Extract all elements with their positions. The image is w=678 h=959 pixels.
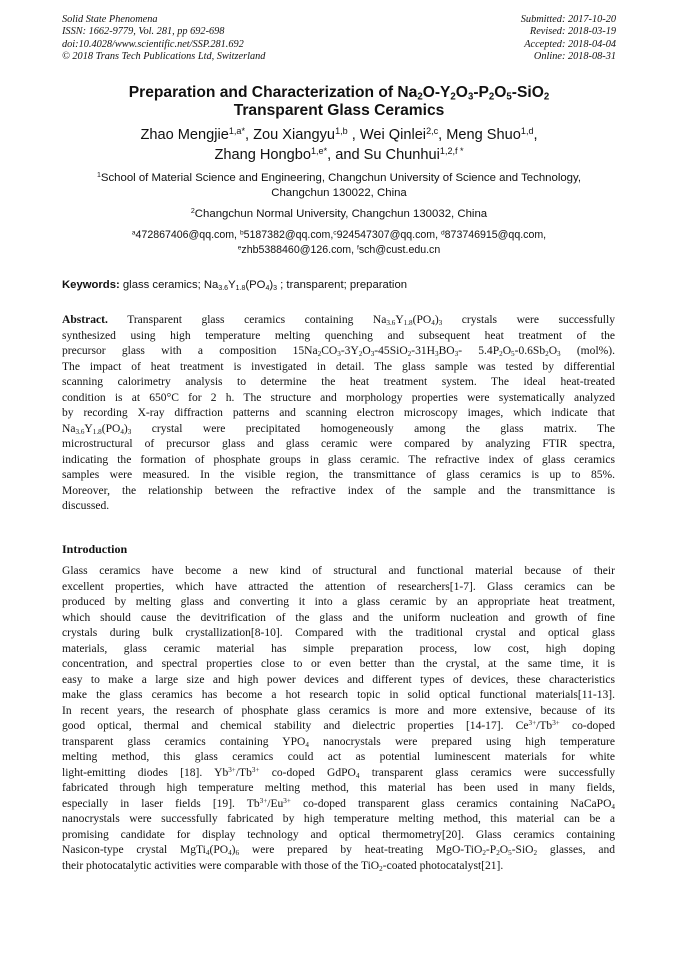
- text-line: produced by melting glass and converting it into a glass ceramic by an appropriate heat treatment,: [62, 596, 615, 608]
- text-line: promising candidate for display technology and optical thermometry[20]. Glass ceramics containing: [62, 828, 615, 841]
- text-line: In recent years, the research of phosphate glass ceramics is more and more extensive, because of its: [62, 704, 615, 717]
- text-line: discussed.: [62, 500, 110, 512]
- text-line: microstructural of precursor glass and glass ceramic were compared by analyzing FTIR spectra,: [62, 438, 615, 450]
- author-name: Su Chunhui: [363, 146, 440, 163]
- text-line: their photocatalytic activities were comparable with those of the TiO$_2$-coated photocatalyst[21].: [62, 859, 504, 873]
- text-line: precursor glass with a composition $15Na_2CO_3-3Y_2O_3-45SiO_2-31H_3BO_3-$ $5.4P_2O_5-0.6Sb_2O_3$ (mol%).: [62, 345, 616, 358]
- keywords-label: Keywords:: [62, 279, 120, 291]
- email-link[interactable]: 472867406@qq.com,: [135, 229, 237, 241]
- section-label: Abstract.: [62, 314, 108, 326]
- text-line: nanocrystals were successfully fabricated by high temperature melting method, this material can be a: [62, 813, 615, 825]
- email-link[interactable]: 924547307@qq.com,: [336, 229, 439, 241]
- revised-date: Revised: 2018-03-19: [529, 26, 616, 38]
- introduction-body: [62, 564, 615, 874]
- journal-info: [62, 14, 265, 64]
- text-line: concentration, and spectral properties close to or even better than the crystal, at the same time, it is: [62, 658, 615, 670]
- text-line: Glass ceramics have become a new kind of structural and functional material because of their: [62, 565, 615, 577]
- title-line-1: Preparation and Characterization of $Na_2O-Y_2O_3-P_2O_5-SiO_2$: [128, 84, 550, 103]
- text-line: melting method, this glass ceramics could act as potential luminescent materials for white: [62, 751, 615, 763]
- text-line: Moreover, the relationship between the refractive index of the sample and the transmittance is: [62, 484, 615, 497]
- online-date: Online: 2018-08-31: [533, 51, 616, 63]
- text-line: by recording X-ray diffraction patterns and scanning electron microscopy images, which indicate that: [62, 407, 615, 419]
- text-line: The impact of heat treatment is investigated in detail. The glass sample was tested by differential: [62, 360, 615, 373]
- author-name: Wei Qinlei: [359, 127, 427, 143]
- submitted-date: Submitted: 2017-10-20: [520, 14, 616, 25]
- text-line: Nasicon-type crystal $MgTi_4(PO_4)_6$ were prepared by heat-treating MgO-$TiO_2-P_2O_5-SiO_2$ glasses, and: [62, 844, 616, 857]
- text-line: Abstract. Transparent glass ceramics containing $Na_{3.6}Y_{1.8}(PO_4)_3$ crystals were successfully: [62, 314, 615, 327]
- email-link[interactable]: 5187382@qq.com,: [243, 229, 334, 241]
- submission-dates: [521, 14, 616, 64]
- text-line: which should cause the devitrification of the glass and the uniform nucleation and growth of fine: [62, 611, 615, 624]
- text-line: light-emitting diodes [18]. $Yb^{3+}/Tb^{3+}$ co-doped GdPO$_4$ transparent glass ceramics were successfully: [62, 765, 615, 780]
- keywords: Keywords: glass ceramics; $Na_{3.6}Y_{1.8}(PO_4)_3$ ; transparent; preparation: [62, 279, 408, 292]
- author-name: Zou Xiangyu: [253, 127, 336, 143]
- author-name: Zhao Mengjie: [140, 127, 229, 143]
- text-line: crystals during bulk crystallization[8-10]. Compared with the traditional crystal and optical glass: [62, 627, 615, 639]
- text-line: indicating the formation of phosphate groups in glass ceramic. The refractive index of glass ceramics: [62, 453, 615, 466]
- doi-line: doi:10.4028/www.scientific.net/SSP.281.692: [62, 38, 244, 50]
- text-line: samples were measured. In the visible region, the transmittance of glass ceramics is up to 85%.: [62, 469, 615, 481]
- text-line: make the glass ceramics has become a hot research topic in solid optical functional materials[11-13].: [62, 689, 615, 701]
- text-line: scanning calorimetry analysis to determine the heat treatment system. The ideal heat-treated: [62, 376, 615, 388]
- authors-line-2: Zhang Hongbo$^{1,e*}$, and Su Chunhui$^{1,2,f *}$: [214, 145, 464, 163]
- text-line: good optical, thermal and chemical stability and dielectric properties [14-17]. $Ce^{3+}/Tb^{3+}$ co-doped: [62, 719, 615, 732]
- text-line: excellent properties, which have attracted the attention of researchers[1-7]. Glass ceramics can be: [62, 580, 615, 593]
- author-name: Meng Shuo: [446, 127, 521, 143]
- text-line: especially in laser fields [19]. $Tb^{3+}/Eu^{3+}$ co-doped transparent glass ceramics containing NaCaPO$_4$: [62, 796, 615, 811]
- copyright-line: © 2018 Trans Tech Publications Ltd, Switzerland: [62, 51, 266, 63]
- affiliation-2: $^2$Changchun Normal University, Changchun 130032, China: [190, 208, 488, 220]
- email-link[interactable]: 873746915@qq.com,: [444, 229, 547, 241]
- text-line: fabricated through high temperature melting method, this material has been used in many fields,: [62, 782, 615, 794]
- text-line: synthesized using high temperature melting quenching and subsequent heat treatment of the: [62, 329, 615, 342]
- author-name: Zhang Hongbo: [214, 146, 311, 163]
- paper-title: [40, 84, 638, 120]
- text-line: materials, glass ceramic material has simple preparation process, low cost, high doping: [62, 642, 615, 655]
- accepted-date: Accepted: 2018-04-04: [524, 38, 616, 50]
- introduction-heading: Introduction: [62, 542, 128, 556]
- text-line: $Na_{3.6}Y_{1.8}(PO_4)_3$ crystal were precipitated homogeneously among the glass matrix. The: [62, 422, 615, 436]
- journal-name: Solid State Phenomena: [62, 14, 158, 25]
- text-line: easy to make a large size and high power devices and different types of devices, these characteristics: [62, 673, 615, 686]
- abstract: [62, 313, 615, 515]
- title-line-2: Transparent Glass Ceramics: [233, 102, 445, 119]
- text-line: transparent glass ceramics containing $YPO_4$ nanocrystals were prepared using high temperature: [62, 735, 615, 749]
- authors-line-1: Zhao Mengjie$^{1,a*}$, Zou Xiangyu$^{1,b}$ , Wei Qinlei$^{2,c}$, Meng Shuo$^{1,d}$,: [140, 126, 538, 143]
- affiliation-1: $^1$School of Material Science and Engineering, Changchun University of Science and Technology, Changchun 130022, China: [96, 172, 582, 199]
- email-link[interactable]: zhb5388460@126.com,: [241, 243, 355, 256]
- author-list: [40, 126, 638, 165]
- email-list: $^a$472867406@qq.com, $^b$5187382@qq.com,$^c$924547307@qq.com, $^d$873746915@qq.com, $^e$zhb5388460@126.com, $^f$sch@cust.edu.cn: [131, 229, 547, 256]
- email-link[interactable]: sch@cust.edu.cn: [358, 243, 441, 256]
- issn-line: ISSN: 1662-9779, Vol. 281, pp 692-698: [62, 26, 225, 38]
- text-line: condition is at 650°C for 2 h. The structure and morphology properties were systematically analyzed: [62, 391, 615, 404]
